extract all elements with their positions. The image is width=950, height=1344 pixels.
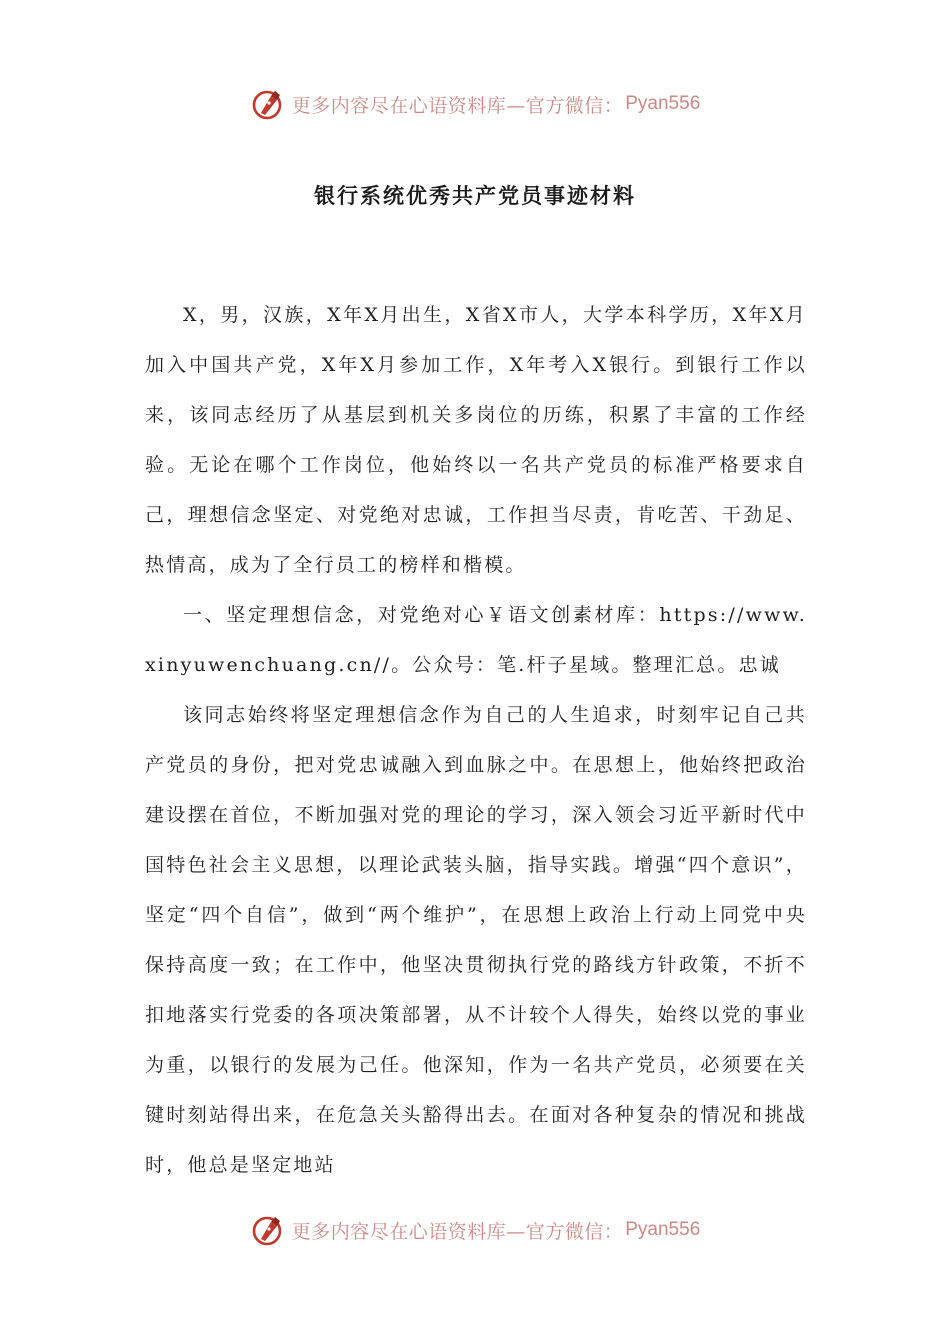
paragraph-loyalty: 该同志始终将坚定理想信念作为自己的人生追求，时刻牢记自己共产党员的身份，把对党忠诚融入到血脉之中。在思想上，他始终把政治建设摆在首位，不断加强对党的理论的学习，深入领会习近平新时代中国特色社会主义思想，以理论武装头脑，指导实践。增强“四个意识”，坚定“四个自信”，做到“两个维护”，在思想上政治上行动上同党中央保持高度一致；在工作中，他坚决贯彻执行党的路线方针政策，不折不扣地落实行党委的各项决策部署，从不计较个人得失，始终以党的事业为重，以银行的发展为己任。他深知，作为一名共产党员，必须要在关键时刻站得出来，在危急关头豁得出去。在面对各种复杂的情况和挑战时，他总是坚定地站 — [145, 704, 807, 1176]
document-body — [145, 290, 807, 1190]
header-banner — [0, 84, 950, 124]
paragraph-section-heading: 一、坚定理想信念，对党绝对心￥语文创素材库：https://www.xinyuwenchuang.cn//。公众号：笔.杆子星域。整理汇总。忠诚 — [145, 604, 807, 676]
header-banner-text: 更多内容尽在心语资料库—官方微信： — [291, 94, 624, 117]
page-title: 银行系统优秀共产党员事迹材料 — [314, 184, 636, 208]
footer-banner — [0, 1210, 950, 1250]
footer-wechat-id: Pyan556 — [625, 1219, 701, 1240]
header-wechat-id: Pyan556 — [625, 93, 701, 114]
paragraph-intro: X，男，汉族，X年X月出生，X省X市人，大学本科学历，X年X月加入中国共产党，X年X月参加工作，X年考入X银行。到银行工作以来，该同志经历了从基层到机关多岗位的历练，积累了丰富的工作经验。无论在哪个工作岗位，他始终以一名共产党员的标准严格要求自己，理想信念坚定、对党绝对忠诚，工作担当尽责，肯吃苦、干劲足、热情高，成为了全行员工的榜样和楷模。 — [145, 304, 807, 576]
pen-nib-logo-icon — [250, 1212, 286, 1248]
pen-nib-logo-icon — [250, 86, 286, 122]
footer-banner-text: 更多内容尽在心语资料库—官方微信： — [291, 1220, 624, 1243]
